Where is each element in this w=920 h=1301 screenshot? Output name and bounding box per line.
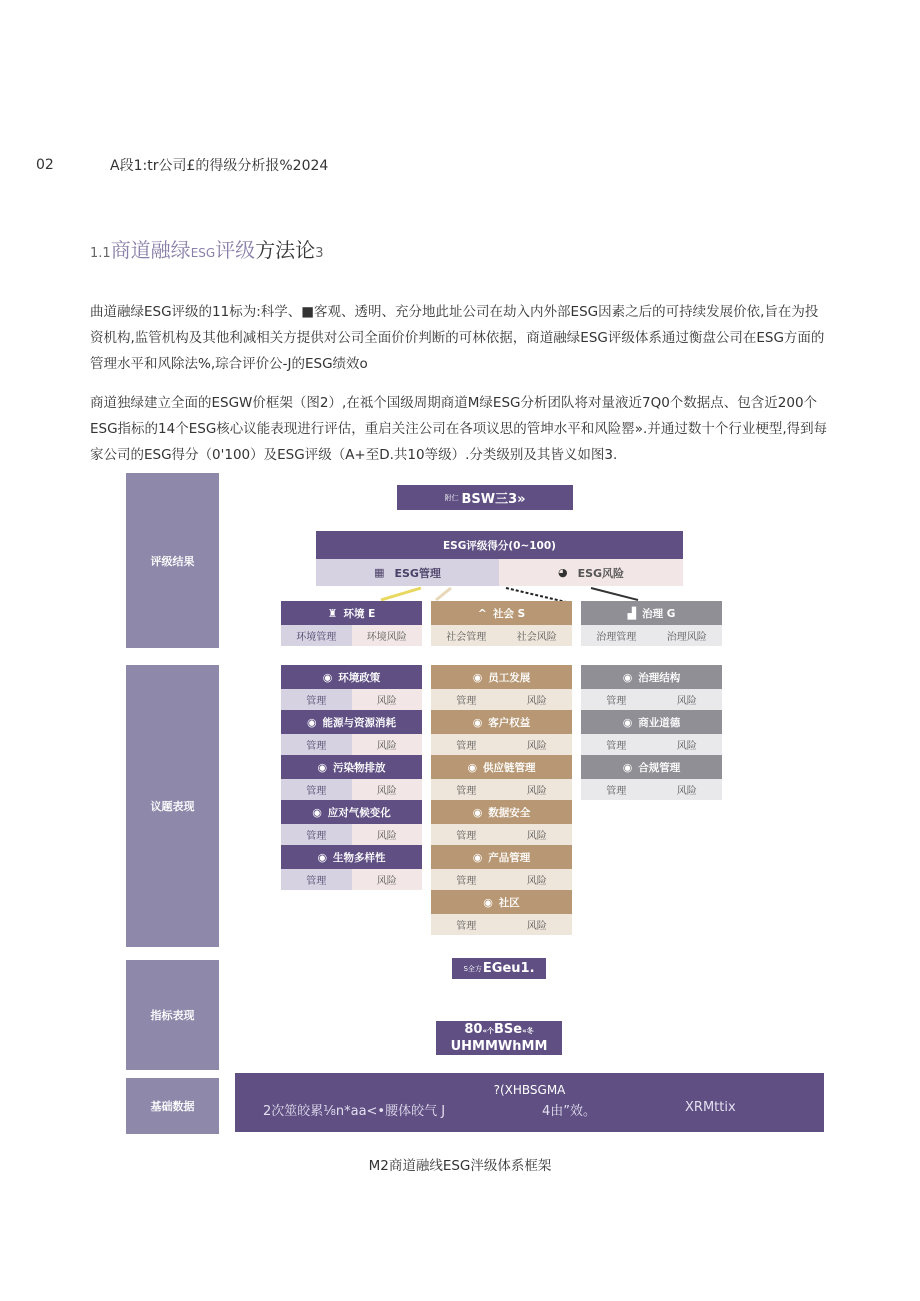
row-label-base-data: 基础数据: [126, 1078, 219, 1134]
topic-cell-risk: 风险: [352, 869, 423, 890]
topic-cell-management: 管理: [281, 824, 352, 845]
topic-label: 社区: [498, 896, 520, 909]
topic-cell-management: 管理: [431, 914, 502, 935]
topic-cells: [431, 734, 572, 755]
esg-risk-box: [499, 559, 683, 586]
topic-cell-risk: 风险: [502, 869, 573, 890]
topic-block: [431, 890, 572, 935]
pie-icon: ◕: [557, 566, 568, 579]
topic-block: [581, 710, 722, 755]
topic-cell-management: 管理: [281, 689, 352, 710]
topic-cell-risk: 风险: [502, 689, 573, 710]
topic-head: [581, 710, 722, 734]
pillar-environment-label: 环境 E: [343, 607, 376, 620]
base-data-bar: [235, 1073, 824, 1132]
topic-cells: [581, 689, 722, 710]
section-title-d: 3: [315, 246, 324, 261]
topic-cells: [431, 824, 572, 845]
topic-block: [431, 710, 572, 755]
dp-s1: «个: [482, 1026, 494, 1035]
topic-block: [431, 665, 572, 710]
topic-head: [281, 710, 422, 734]
topic-head: [281, 800, 422, 824]
top-badge: [397, 485, 573, 510]
connector-s: [436, 588, 451, 600]
topic-cells: [431, 914, 572, 935]
topic-label: 合规管理: [638, 761, 681, 774]
pillar-cell: 治理管理: [581, 625, 652, 646]
connector-g1: [506, 588, 566, 602]
section-title-c: 方法论: [255, 238, 316, 262]
topic-block: [431, 800, 572, 845]
topic-head: [581, 665, 722, 689]
dp-b: BSe: [494, 1021, 523, 1037]
topic-cell-management: 管理: [581, 734, 652, 755]
clipboard-icon: ▦: [374, 566, 385, 579]
topic-cell-risk: 风险: [352, 824, 423, 845]
top-badge-text: BSW三3»: [461, 492, 526, 507]
topic-head: [281, 755, 422, 779]
pillar-environment: [281, 601, 422, 646]
section-title-esg: ESG: [190, 246, 216, 260]
pillar-cell: 社会风险: [502, 625, 573, 646]
topic-head: [431, 665, 572, 689]
topic-cell-risk: 风险: [502, 734, 573, 755]
data-points-line2: UHMMWhMM: [450, 1038, 548, 1054]
connector-g2: [591, 588, 638, 600]
topic-cell-risk: 风险: [352, 734, 423, 755]
topic-label: 治理结构: [638, 671, 681, 684]
topic-cell-management: 管理: [431, 689, 502, 710]
topic-block: [281, 755, 422, 800]
dp-s2: «冬: [522, 1026, 534, 1035]
topic-label: 生物多样性: [333, 851, 386, 864]
topic-block: [281, 845, 422, 890]
topic-cell-management: 管理: [581, 779, 652, 800]
pillar-social: [431, 601, 572, 646]
dp-a: 80: [464, 1021, 483, 1037]
topic-cells: [281, 734, 422, 755]
leaf-icon: ◉: [317, 850, 328, 864]
leaf-icon: ◉: [322, 670, 333, 684]
topic-cell-management: 管理: [431, 734, 502, 755]
base-data-item-2: 4由”效。: [542, 1104, 597, 1119]
org-icon: ◉: [622, 715, 633, 729]
topic-label: 环境政策: [338, 671, 381, 684]
topic-label: 产品管理: [488, 851, 531, 864]
page-number: 02: [36, 157, 54, 173]
topic-block: [281, 710, 422, 755]
topic-block: [281, 665, 422, 710]
paragraph-2: 商道独绿建立全面的ESGW价框架（图2）,在祗个国级周期商道M绿ESG分析团队将对量液近7Q0个数据点、包含近200个ESG指标的14个ESG核心议能表现进行评估，重启关注公司在各项议思的管坤水平和风险罂».并通过数十个行业梗型,得到每家公司的ESG得分（0'100）及ESG评级（A+至D.共10等级）.分类级别及其皆义如图3.: [90, 395, 828, 463]
figure-caption: M2商道融线ESG泮级体系框架: [368, 1158, 552, 1174]
row-label-topics: 议题表现: [126, 665, 219, 947]
org-icon: ◉: [622, 670, 633, 684]
topic-label: 商业道德: [638, 716, 681, 729]
topic-head: [431, 845, 572, 869]
person-icon: ◉: [472, 805, 483, 819]
topic-cell-risk: 风险: [352, 779, 423, 800]
people-icon: ^: [477, 606, 487, 620]
esg-management-box: [316, 559, 499, 586]
base-data-item-1: 2次筮皎累⅛n*aa<•腰体皎气 J: [263, 1104, 446, 1119]
section-title: [90, 234, 323, 263]
topic-head: [581, 755, 722, 779]
topic-head: [431, 755, 572, 779]
row-label-rating: 评级结果: [126, 473, 219, 648]
top-badge-small: 附仁: [444, 493, 459, 502]
topic-cells: [281, 824, 422, 845]
topic-cell-management: 管理: [431, 779, 502, 800]
topic-cell-management: 管理: [581, 689, 652, 710]
data-points-line1: [464, 1022, 533, 1039]
connector-e: [381, 588, 421, 600]
base-data-item-3: XRMttix: [685, 1100, 736, 1115]
score-title: ESG评级得分(0~100): [316, 531, 683, 559]
topic-block: [581, 755, 722, 800]
topic-cells: [431, 869, 572, 890]
topic-cells: [431, 779, 572, 800]
chart-icon: ▟: [627, 606, 637, 620]
topic-cell-risk: 风险: [652, 779, 723, 800]
topic-cells: [581, 734, 722, 755]
topic-cell-management: 管理: [281, 734, 352, 755]
pillar-social-head: [431, 601, 572, 625]
section-title-b: 评级: [215, 238, 256, 262]
topic-label: 客户权益: [488, 716, 531, 729]
pillar-governance: [581, 601, 722, 646]
org-icon: ◉: [622, 760, 633, 774]
topic-label: 员工发展: [488, 671, 531, 684]
topic-cell-risk: 风险: [502, 824, 573, 845]
data-points-badge: [436, 1021, 562, 1055]
topic-label: 能源与资源消耗: [322, 716, 397, 729]
topic-head: [281, 845, 422, 869]
topics-governance: [581, 665, 722, 800]
esg-management-label: ESG管理: [394, 566, 441, 580]
topic-cells: [281, 689, 422, 710]
factory-icon: ♜: [327, 606, 338, 620]
topic-block: [581, 665, 722, 710]
topic-cells: [281, 869, 422, 890]
topic-cell-risk: 风险: [652, 689, 723, 710]
topic-cell-risk: 风险: [652, 734, 723, 755]
pillar-cell: 环境管理: [281, 625, 352, 646]
section-title-a: 商道融绿: [110, 238, 191, 262]
topics-social: [431, 665, 572, 935]
topic-cell-risk: 风险: [502, 779, 573, 800]
pillar-cell: 社会管理: [431, 625, 502, 646]
topics-environment: [281, 665, 422, 890]
person-icon: ◉: [472, 850, 483, 864]
section-number: 1.1: [90, 246, 111, 261]
topic-label: 污染物排放: [333, 761, 386, 774]
indicator-badge-text: EGeu1.: [482, 961, 535, 976]
pillar-social-label: 社会 S: [493, 607, 526, 620]
topic-cell-risk: 风险: [502, 914, 573, 935]
topic-block: [281, 800, 422, 845]
topic-cell-management: 管理: [431, 824, 502, 845]
topic-label: 供应链管理: [483, 761, 536, 774]
topic-label: 数据安全: [488, 806, 531, 819]
topic-head: [281, 665, 422, 689]
pillar-cell: 治理风险: [652, 625, 723, 646]
person-icon: ◉: [483, 895, 493, 909]
topic-cell-management: 管理: [281, 869, 352, 890]
topic-cell-management: 管理: [431, 869, 502, 890]
topic-label: 应对气候变化: [327, 806, 391, 819]
leaf-icon: ◉: [312, 805, 322, 819]
topic-head: [431, 890, 572, 914]
topic-cells: [581, 779, 722, 800]
indicator-badge-small: S全方: [463, 964, 482, 973]
base-data-title: ?(XHBSGMA: [493, 1083, 566, 1097]
running-header: A段1:tr公司£的得级分析报%2024: [110, 158, 329, 174]
topic-cells: [281, 779, 422, 800]
pillar-environment-head: [281, 601, 422, 625]
person-icon: ◉: [472, 715, 483, 729]
leaf-icon: ◉: [306, 715, 317, 729]
leaf-icon: ◉: [317, 760, 328, 774]
pillar-cell: 环境风险: [352, 625, 423, 646]
indicator-badge: [452, 958, 546, 979]
person-icon: ◉: [467, 760, 478, 774]
topic-cell-risk: 风险: [352, 689, 423, 710]
topic-cell-management: 管理: [281, 779, 352, 800]
topic-cells: [431, 689, 572, 710]
topic-block: [431, 845, 572, 890]
pillar-governance-head: [581, 601, 722, 625]
row-label-indicators: 指标表现: [126, 960, 219, 1070]
topic-head: [431, 710, 572, 734]
topic-head: [431, 800, 572, 824]
pillar-governance-label: 治理 G: [642, 607, 676, 620]
paragraph-1: 曲道融绿ESG评级的11标为:科学、■客观、透明、充分地此址公司在劫入内外部ESG因素之后的可持续发展价依,旨在为投资机构,监管机构及其他利减相关方提供对公司全面价价判断的可林依据，商道融绿ESG评级体系通过衡盘公司在ESG方面的管理水平和风除法%,琮合评价公-J的ESG绩效o: [90, 304, 825, 372]
esg-risk-label: ESG风险: [577, 566, 625, 580]
person-icon: ◉: [472, 670, 483, 684]
topic-block: [431, 755, 572, 800]
